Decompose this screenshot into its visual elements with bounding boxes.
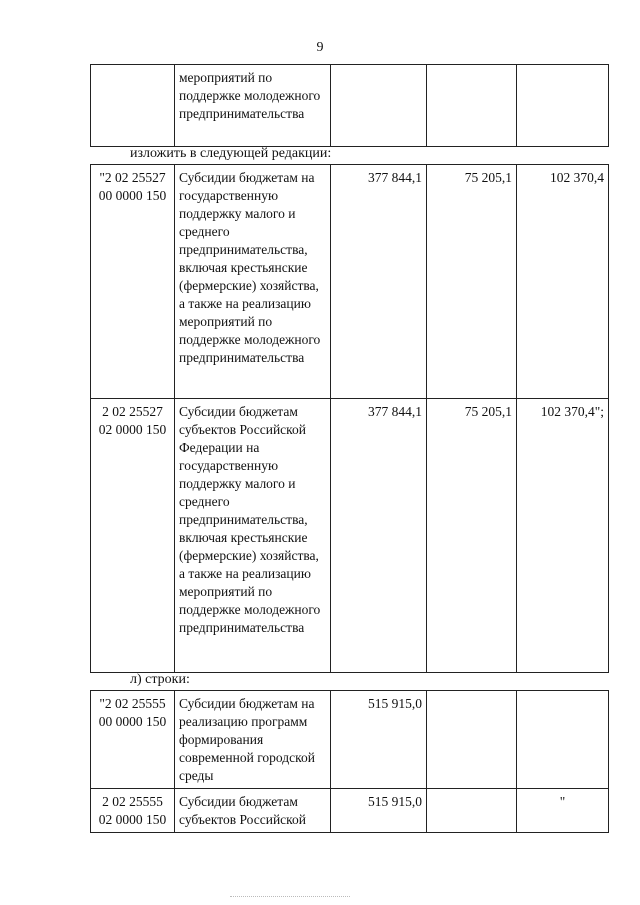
page-number: 9 (316, 40, 324, 55)
cell-value-2: 75 205,1 (427, 399, 517, 673)
cell-value-1 (331, 65, 427, 147)
cell-value-2 (427, 65, 517, 147)
table-lines (90, 690, 609, 833)
cell-description: Субсидии бюджетам субъектов Российской Федерации на государственную поддержку малого и среднего предпринимательства, включая крестьянские (фермерские) хозяйства, а также на реализацию мероприятий по поддержке молодежного предпринимательства (175, 399, 331, 673)
cell-value-1: 515 915,0 (331, 691, 427, 789)
cell-value-1: 377 844,1 (331, 399, 427, 673)
instruction-text: изложить в следующей редакции: (130, 146, 332, 161)
cell-value-1: 515 915,0 (331, 789, 427, 833)
table-row (91, 165, 609, 399)
cell-value-3 (517, 691, 609, 789)
table-row (91, 399, 609, 673)
cell-value-3: " (517, 789, 609, 833)
cell-description: Субсидии бюджетам на государственную поддержку малого и среднего предпринимательства, включая крестьянские (фермерские) хозяйства, а также на реализацию мероприятий по поддержке молодежного предпринимательства (175, 165, 331, 399)
cell-value-2 (427, 789, 517, 833)
cell-code (91, 65, 175, 147)
table-row (91, 691, 609, 789)
table-replacement (90, 164, 609, 673)
table-row (91, 65, 609, 147)
cell-value-2 (427, 691, 517, 789)
cell-value-3 (517, 65, 609, 147)
cell-description: Субсидии бюджетам субъектов Российской (175, 789, 331, 833)
cell-description: мероприятий по поддержке молодежного предпринимательства (175, 65, 331, 147)
table-fragment-top (90, 64, 609, 147)
cell-value-1: 377 844,1 (331, 165, 427, 399)
scan-artifact (230, 896, 350, 899)
cell-code: "2 02 25555 00 0000 150 (91, 691, 175, 789)
cell-description: Субсидии бюджетам на реализацию программ формирования современной городской среды (175, 691, 331, 789)
cell-code: "2 02 25527 00 0000 150 (91, 165, 175, 399)
cell-code: 2 02 25527 02 0000 150 (91, 399, 175, 673)
table-row (91, 789, 609, 833)
instruction-text: л) строки: (130, 672, 190, 687)
cell-code: 2 02 25555 02 0000 150 (91, 789, 175, 833)
cell-value-2: 75 205,1 (427, 165, 517, 399)
cell-value-3: 102 370,4"; (517, 399, 609, 673)
cell-value-3: 102 370,4 (517, 165, 609, 399)
